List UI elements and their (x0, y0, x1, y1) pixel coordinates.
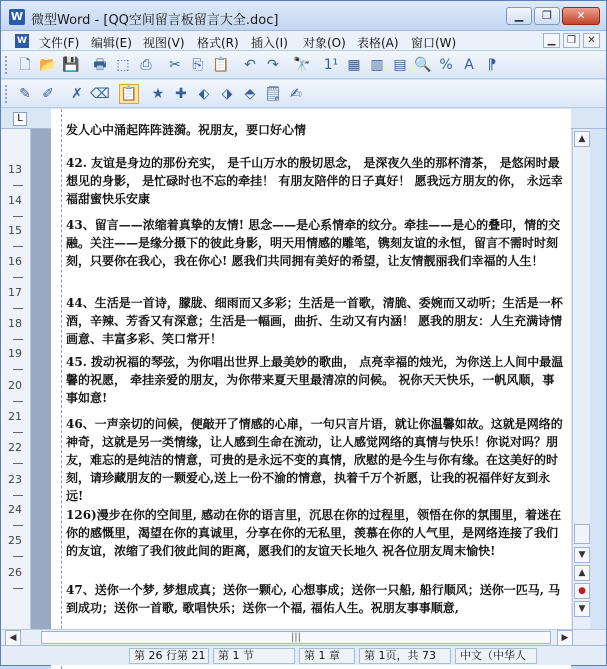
close-button[interactable]: ✕ (562, 7, 600, 25)
vertical-ruler-tick (13, 277, 23, 278)
menu-window[interactable]: 窗口(W) (411, 36, 457, 50)
pdf-icon[interactable]: ⬚ (116, 57, 130, 73)
percent-icon[interactable]: % (439, 57, 453, 73)
redo-icon[interactable]: ↷ (267, 57, 279, 73)
annotation-toolbar (1, 80, 606, 108)
star-icon[interactable]: ★ (151, 86, 165, 102)
menu-insert[interactable]: 插入(I) (251, 36, 288, 50)
open-folder-icon[interactable]: 📂 (39, 57, 57, 73)
margin-guide (61, 109, 62, 669)
paragraph: 126)漫步在你的空间里, 感动在你的语言里，沉思在你的过程里，领悟在你的氛围里，着迷在你的感慨里，渴望在你的真诚里，分享在你的无私里，羡慕在你的人气里，是网络连接了我们的友谊，浓缩了我们彼此间的距离，愿我们的友谊天长地久 祝各位朋友周末愉快! (66, 508, 562, 558)
menu-bar (1, 31, 606, 51)
tab-stop-selector[interactable]: L (13, 112, 27, 126)
title-bar (1, 1, 606, 31)
vertical-ruler-number: 18 (8, 317, 22, 330)
tag-add-icon[interactable]: ✚ (175, 86, 187, 102)
minimize-button[interactable]: ▁ (506, 7, 532, 25)
status-bar (1, 645, 606, 665)
vertical-ruler-tick (13, 525, 23, 526)
paragraph: 42. 友谊是身边的那份充实， 是千山万水的殷切思念， 是深夜久坐的那杯清茶， 是悠闲时最想见的身影， 是忙碌时也不忘的牵挂！ 有朋友陪伴的日子真好！ 愿我远方朋友的你， 永远幸福甜蜜快乐安康 (66, 156, 563, 206)
status-line-column: 第 26 行第 21 (129, 648, 209, 664)
toolbar-grip[interactable] (5, 56, 8, 74)
horizontal-scroll-thumb[interactable]: ||| (41, 631, 551, 644)
clear-icon[interactable]: ⌫ (90, 86, 110, 102)
cut-icon[interactable]: ✂ (169, 57, 181, 73)
menu-format[interactable]: 格式(R) (197, 36, 239, 50)
toolbar-grip[interactable] (5, 85, 8, 103)
vertical-ruler-number: 25 (8, 534, 22, 547)
vertical-ruler (1, 129, 31, 629)
vertical-ruler-tick (13, 588, 23, 589)
vertical-ruler-number: 23 (8, 473, 22, 486)
delete-icon[interactable]: ✗ (71, 86, 83, 102)
insert-icon[interactable]: ✐ (42, 86, 54, 102)
print-preview-icon[interactable]: ⎙ (140, 57, 152, 73)
paragraph-icon[interactable]: ⁋ (487, 57, 497, 73)
vertical-ruler-tick (13, 463, 23, 464)
word-app-icon[interactable]: W (10, 10, 24, 23)
vertical-ruler-number: 26 (8, 566, 22, 579)
standard-toolbar (1, 51, 606, 79)
status-page: 第 1页，共 73 (359, 648, 451, 664)
paste-icon[interactable]: 📋 (212, 57, 230, 73)
vertical-ruler-number: 16 (8, 255, 22, 268)
vertical-ruler-tick (13, 246, 23, 247)
document-menu-icon[interactable]: W (15, 34, 29, 48)
scroll-right-icon[interactable]: ▶ (557, 630, 573, 646)
vertical-ruler-number: 14 (8, 194, 22, 207)
maximize-button[interactable]: ❐ (534, 7, 560, 25)
print-icon[interactable]: 🖶 (93, 57, 107, 73)
table-icon[interactable]: ▦ (347, 57, 361, 73)
paragraph: 44、生活是一首诗，朦胧、细雨而又多彩；生活是一首歌，清脆、委婉而又动听；生活是一杯酒，辛辣、芳香又有深意；生活是一幅画，曲折、生动又有内涵！ 愿我的朋友：人生充满诗情画意、丰富多彩、笑口常开！ (66, 296, 563, 346)
previous-page-icon[interactable]: ▲ (574, 565, 590, 581)
next-page-icon[interactable]: ▼ (574, 601, 590, 617)
scroll-thumb[interactable] (574, 524, 590, 544)
font-color-icon[interactable]: A (464, 57, 474, 73)
vertical-ruler-number: 15 (8, 224, 22, 237)
find-icon[interactable]: 🔭 (293, 57, 311, 73)
menu-file[interactable]: 文件(F) (39, 36, 80, 50)
vertical-ruler-number: 22 (8, 441, 22, 454)
scroll-left-icon[interactable]: ◀ (5, 630, 21, 646)
highlight-icon[interactable]: ✍ (290, 86, 302, 102)
status-language: 中文（中华人 (455, 648, 537, 664)
window-title: 微型Word - [QQ空间留言板留言大全.doc] (31, 13, 279, 28)
notes-icon[interactable]: 🗒 (264, 86, 282, 102)
edit-note-icon[interactable]: ✎ (19, 86, 31, 102)
insert-page-number-icon[interactable]: 1¹ (323, 57, 339, 73)
paragraph: 45. 拨动祝福的琴弦，为你唱出世界上最美妙的歌曲， 点亮幸福的烛光，为你送上人间中最温馨的祝愿， 牵挂亲爱的朋友，为你带来夏天里最清凉的问候。 祝你天天快乐，一帆风顺，事事如意! (66, 355, 564, 405)
undo-icon[interactable]: ↶ (244, 57, 256, 73)
page-layout-icon[interactable]: ▤ (393, 57, 407, 73)
browse-object-icon[interactable]: ● (574, 583, 590, 599)
paragraph: 46、一声亲切的问候，便敲开了情感的心扉，一句只言片语，就让你温馨如故。这就是网络的神奇，这就是另一类情缘，让人感到生命在流动，让人感觉网络的真情与快乐！你说对吗？朋友，难忘的是纯洁的情意，可贵的是永远不变的真情，欣慰的是今生与你有缘。在这美好的时刻，请珍藏朋友的一颗爱心,送上一份不渝的情意，执着千万个祈愿，让我的祝福伴好友到永远! (66, 417, 563, 503)
paragraph: 43、留言——浓缩着真挚的友情! 思念——是心系情牵的纹分。牵挂——是心的叠印，情的交融。关注——是缘分摄下的彼此身影，明天用情感的雕笔，镌刻友谊的永恒，留言不需时时刻刻，只要你在我心，我在你心! 愿我们共同拥有美好的希望，让友情靓丽我们幸福的人生！ (66, 218, 561, 268)
vertical-ruler-number: 20 (8, 379, 22, 392)
vertical-ruler-number: 24 (8, 503, 22, 516)
save-icon[interactable]: 💾 (62, 57, 80, 73)
doc-restore-button[interactable]: ❐ (563, 33, 580, 48)
vertical-scrollbar[interactable] (572, 129, 590, 629)
new-document-icon[interactable]: 🗋 (19, 57, 31, 73)
right-margin (590, 129, 606, 629)
scroll-down-icon[interactable]: ▼ (574, 547, 590, 563)
vertical-ruler-tick (13, 495, 23, 496)
vertical-ruler-number: 21 (8, 410, 22, 423)
vertical-ruler-tick (13, 432, 23, 433)
document-page[interactable] (51, 109, 571, 669)
zoom-icon[interactable]: 🔍 (414, 57, 432, 73)
vertical-ruler-number: 13 (8, 163, 22, 176)
tag-edit-icon[interactable]: ⬗ (221, 86, 233, 102)
clipboard-icon[interactable]: 📋 (120, 86, 138, 102)
paragraph: 47、送你一个梦, 梦想成真；送你一颗心, 心想事成；送你一只船, 船行顺风；送你一匹马, 马到成功；送你一首歌, 歌唱快乐；送你一个福, 福佑人生。祝朋友事事顺意, (66, 583, 561, 615)
tag-icon[interactable]: ⬖ (198, 86, 210, 102)
tag-delete-icon[interactable]: ⬘ (244, 86, 256, 102)
status-section: 第 1 节 (213, 648, 295, 664)
status-chapter: 第 1 章 (299, 648, 355, 664)
partial-paragraph: 发人心中涌起阵阵涟漪。祝朋友，要口好心情 (66, 123, 307, 137)
vertical-ruler-tick (13, 216, 23, 217)
document-area[interactable] (31, 123, 571, 629)
vertical-ruler-tick (13, 308, 23, 309)
scroll-up-icon[interactable]: ▲ (574, 131, 590, 147)
vertical-ruler-tick (13, 369, 23, 370)
vertical-ruler-number: 19 (8, 347, 22, 360)
menu-edit[interactable]: 编辑(E) (91, 36, 132, 50)
vertical-ruler-tick (13, 339, 23, 340)
doc-minimize-button[interactable]: ▁ (543, 33, 560, 48)
menu-table[interactable]: 表格(A) (357, 36, 399, 50)
vertical-ruler-tick (13, 556, 23, 557)
copy-icon[interactable]: ⎘ (192, 57, 204, 73)
menu-object[interactable]: 对象(O) (303, 36, 346, 50)
vertical-ruler-number: 17 (8, 286, 22, 299)
menu-view[interactable]: 视图(V) (143, 36, 185, 50)
vertical-ruler-tick (13, 401, 23, 402)
doc-close-button[interactable]: ✕ (583, 33, 600, 48)
columns-icon[interactable]: ▥ (370, 57, 384, 73)
horizontal-scrollbar[interactable] (1, 629, 606, 645)
vertical-ruler-tick (13, 185, 23, 186)
